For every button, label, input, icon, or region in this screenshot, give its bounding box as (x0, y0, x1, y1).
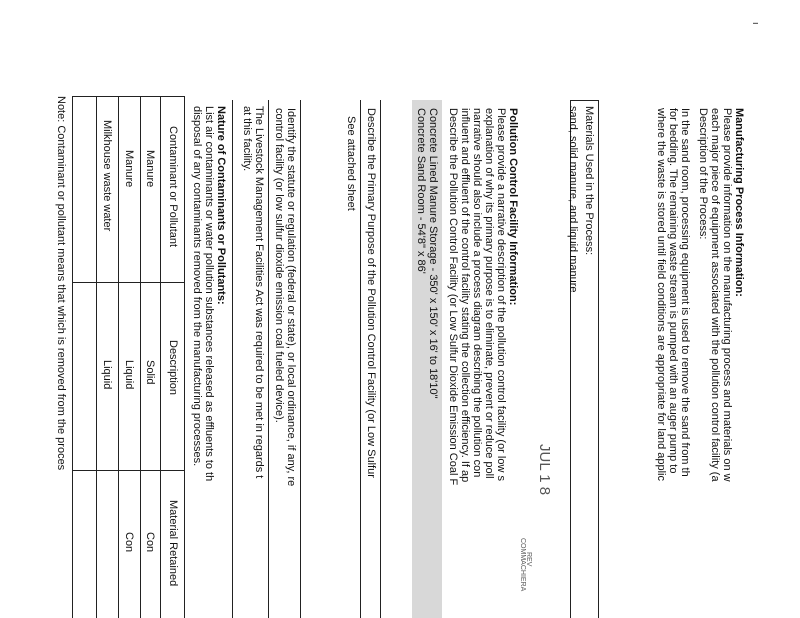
purpose-label: Describe the Primary Purpose of the Pollution Control Facility (or Low Sulfur (365, 108, 377, 478)
table-cell: Milkhouse waste water (101, 120, 113, 232)
table-border (72, 470, 184, 471)
table-header: Contaminant or Pollutant (167, 126, 179, 248)
manufacturing-section-title: Manufacturing Process Information: (733, 108, 745, 297)
table-border (140, 96, 141, 618)
process-description-line: In the sand room, processing equipment is used to remove the sand from th (679, 108, 691, 477)
pcf-instruction-line: explanation of why its primary purpose is to eliminate, prevent or reduce poll (483, 108, 495, 479)
nature-section-title: Nature of Contaminants or Pollutants: (215, 106, 227, 305)
statute-value-line: The Livestock Management Facilities Act was required to be met in regards t (253, 106, 265, 479)
materials-value: sand, solid manure, and liquid manure (567, 106, 579, 293)
process-description-line: for bedding. The remaining waste stream is pumped with an auger pump to (667, 108, 679, 474)
statute-value-line: at this facility. (241, 106, 253, 172)
pcf-instruction-line: Please provide a narrative description of the pollution control facility (or low s (495, 108, 507, 481)
statute-box-border (268, 100, 269, 618)
table-cell: Manure (123, 150, 135, 188)
table-cell: Manure (144, 150, 156, 188)
table-border (72, 96, 184, 97)
pcf-description-line: Concrete Lined Manure Storage - 350' x 150' x 16' to 18'10" (427, 108, 439, 399)
received-stamp: COMMACHIERA (519, 538, 526, 592)
table-cell: Con (123, 532, 135, 553)
received-stamp: REV (525, 552, 532, 567)
pcf-instruction-line: Describe the Pollution Control Facility (or Low Sulfur Dioxide Emission Coal F (447, 108, 459, 486)
pcf-instruction-line: narrative should also include a process diagram describing the pollution con (471, 108, 483, 478)
received-stamp: JUL 1 8 (536, 444, 553, 496)
table-border (118, 96, 119, 618)
purpose-value: See attached sheet (345, 116, 357, 211)
table-border (72, 96, 73, 618)
purpose-box-border (300, 100, 301, 618)
table-header: Description (167, 340, 179, 396)
pcf-section-title: Pollution Control Facility Information: (507, 108, 519, 306)
nature-instruction-line: disposal of any contaminants removed from the manufacturing processes. (191, 106, 203, 467)
manufacturing-intro-line: each major piece of equipment associated with the pollution control facility (a (709, 108, 721, 482)
pcf-instruction-line: influent and effluent of the control facility stating the collection efficiency. If ap (459, 108, 471, 483)
table-cell: Liquid (101, 360, 113, 390)
nature-instruction-line: List air contaminants or water pollution substances released as effluents to th (203, 106, 215, 482)
purpose-box-border (380, 100, 381, 618)
materials-label: Materials Used in the Process: (583, 106, 595, 256)
manufacturing-intro-line: Description of the Process: (697, 108, 709, 240)
scan-mark: ı (751, 22, 761, 25)
table-border (160, 96, 161, 618)
pcf-description-line: Concrete Sand Room - 54'8" x 86' (415, 108, 427, 274)
table-cell: Liquid (123, 360, 135, 390)
table-cell: Con (144, 532, 156, 553)
table-border (72, 282, 184, 283)
statute-instruction-line: Identify the statute or regulation (federal or state), or local ordinance, if any, re (285, 108, 297, 487)
manufacturing-intro-line: Please provide information on the manufacturing process and materials on w (721, 108, 733, 482)
materials-box-border (598, 100, 599, 618)
table-border (184, 96, 185, 618)
table-header: Material Retained (167, 500, 179, 587)
footnote: Note: Contaminant or pollutant means that which is removed from the proces (55, 96, 67, 471)
table-cell: Solid (144, 360, 156, 385)
statute-instruction-line: control facility (or low sulfur dioxide emission coal fueled device). (273, 108, 285, 423)
process-description-line: where the waste is stored until field conditions are appropriate for land applic (655, 108, 667, 481)
materials-box-border (570, 100, 598, 101)
purpose-box-border (360, 100, 361, 618)
table-border (96, 96, 97, 618)
statute-box-border (232, 100, 233, 618)
